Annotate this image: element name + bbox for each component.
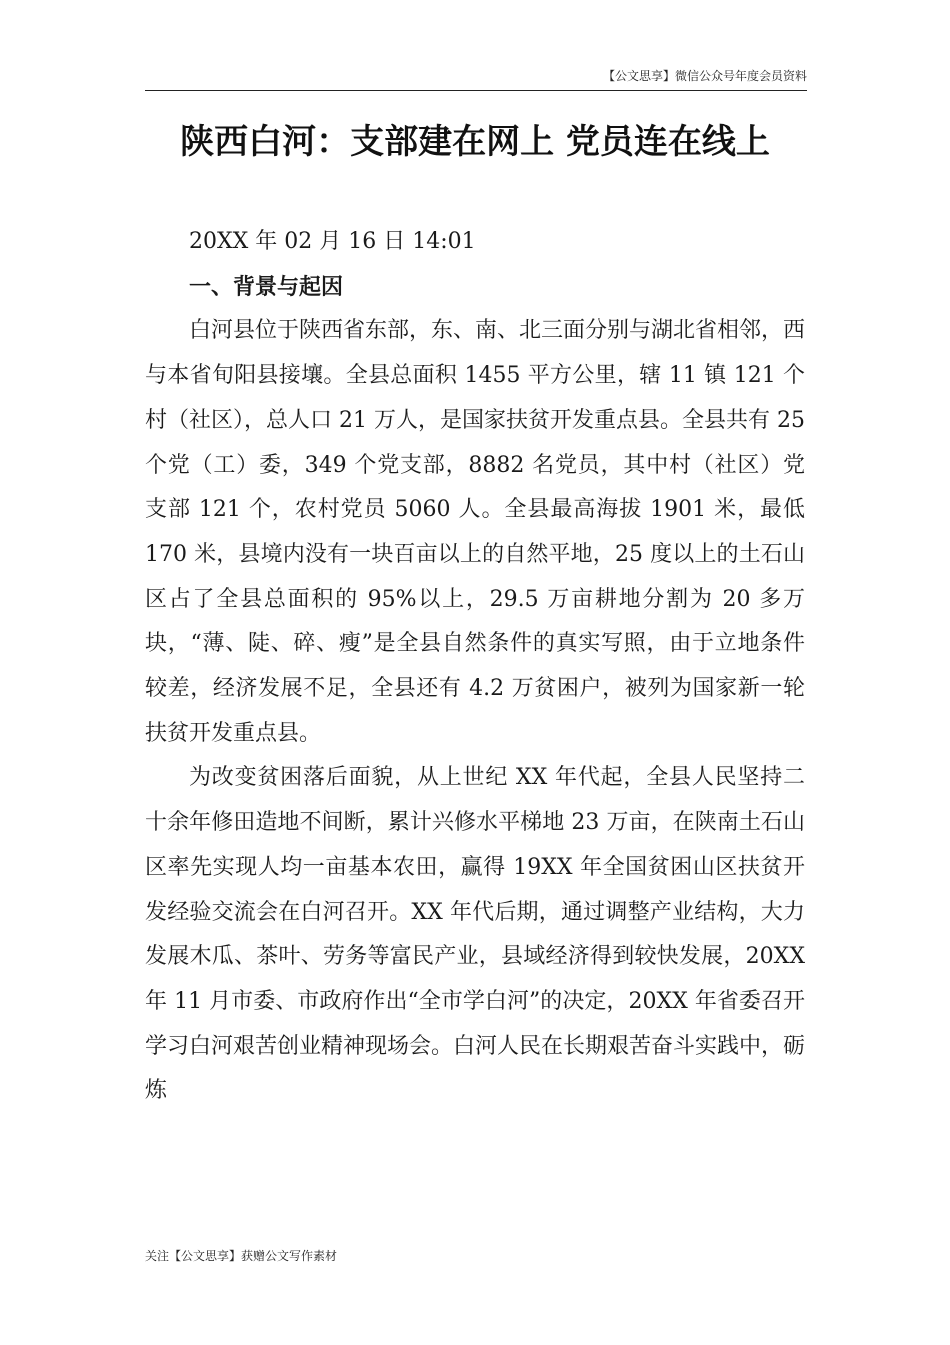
section-heading: 一、背景与起因 (189, 273, 344, 300)
body-paragraph: 白河县位于陕西省东部，东、南、北三面分别与湖北省相邻，西与本省旬阳县接壤。全县总面积 1455 平方公里，辖 11 镇 121 个村（社区），总人口 21 万人，是国家扶贫开发重点县。全县共有 25 个党（工）委，349 个党支部，8882 名党员，其中村（社区）党支部 121 个，农村党员 5060 人。全县最高海拔 1901 米，最低 170 米，县境内没有一块百亩以上的自然平地，25 度以上的土石山区占了全县总面积的 95%以上，29.5 万亩耕地分割为 20 多万块，“薄、陡、碎、瘦”是全县自然条件的真实写照，由于立地条件较差，经济发展不足，全县还有 4.2 万贫困户，被列为国家新一轮扶贫开发重点县。 (145, 318, 806, 746)
header-text: 【公文思享】微信公众号年度会员资料 (602, 69, 807, 83)
page-header (145, 66, 807, 91)
page-footer (145, 1247, 337, 1265)
publish-datetime: 20XX 年 02 月 16 日 14:01 (189, 229, 476, 254)
body-paragraph: 为改变贫困落后面貌，从上世纪 XX 年代起，全县人民坚持二十余年修田造地不间断，累计兴修水平梯地 23 万亩，在陕南土石山区率先实现人均一亩基本农田，赢得 19XX 年全国贫困山区扶贫开发经验交流会在白河召开。XX 年代后期，通过调整产业结构，大力发展木瓜、茶叶、劳务等富民产业，县域经济得到较快发展，20XX 年 11 月市委、市政府作出“全市学白河”的决定，20XX 年省委召开学习白河艰苦创业精神现场会。白河人民在长期艰苦奋斗实践中，砺炼 (145, 765, 806, 1104)
document-body (145, 220, 805, 1114)
document-title: 陕西白河：支部建在网上 党员连在线上 (180, 122, 770, 162)
footer-text: 关注【公文思享】获赠公文写作素材 (145, 1249, 338, 1263)
